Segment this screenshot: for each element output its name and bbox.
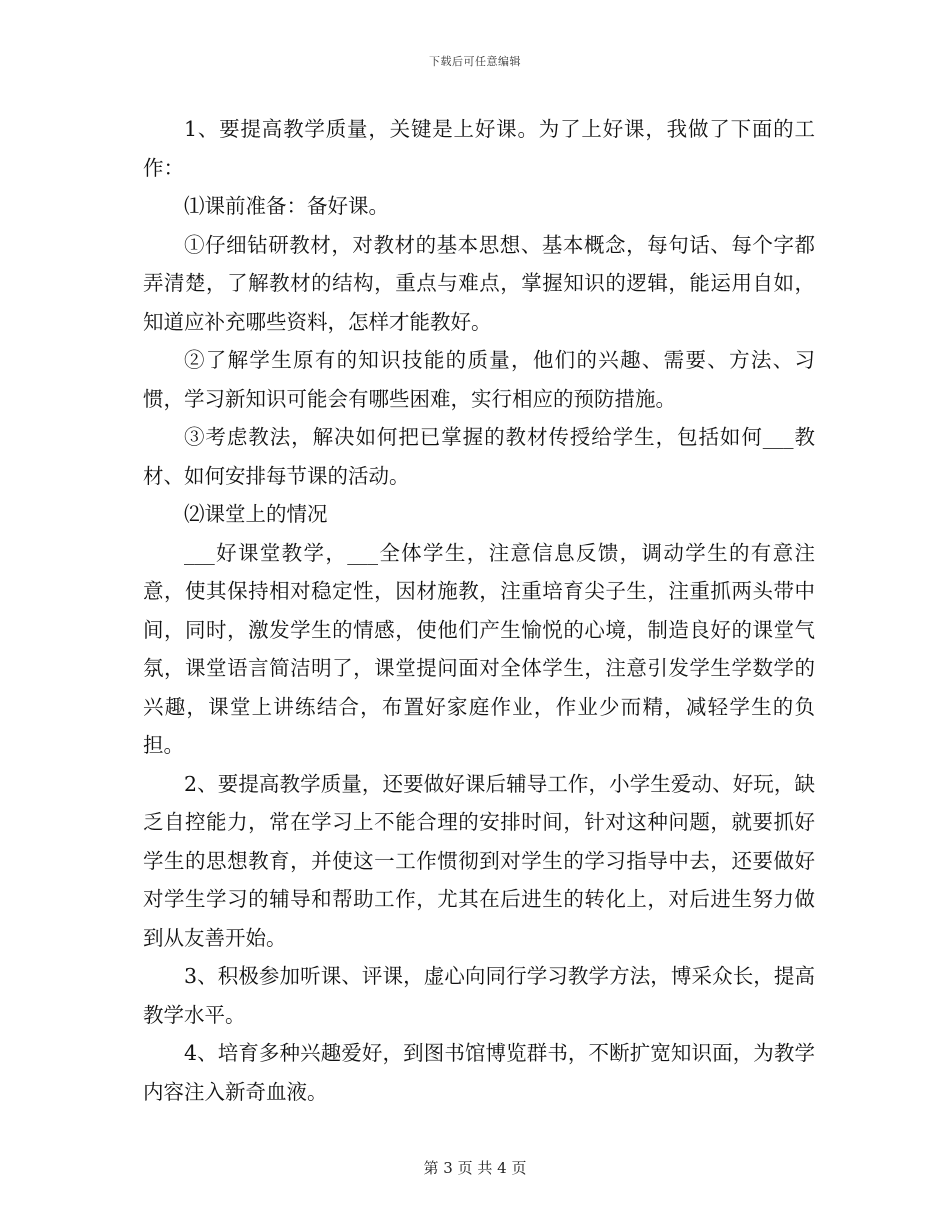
paragraph-4: ②了解学生原有的知识技能的质量，他们的兴趣、需要、方法、习惯，学习新知识可能会有哪些困难，实行相应的预防措施。 xyxy=(143,348,815,411)
paragraph-7: ___好课堂教学，___全体学生，注意信息反馈，调动学生的有意注意，使其保持相对稳定性，因材施教，注重培育尖子生，注重抓两头带中间，同时，激发学生的情感，使他们产生愉悦的心境，制造良好的课堂气氛，课堂语言简洁明了，课堂提问面对全体学生，注意引发学生学数学的兴趣，课堂上讲练结合，布置好家庭作业，作业少而精，减轻学生的负担。 xyxy=(143,540,815,757)
paragraph-6: ⑵课堂上的情况 xyxy=(184,502,328,526)
document-body xyxy=(143,110,815,1111)
paragraph-8: 2、要提高教学质量，还要做好课后辅导工作，小学生爱动、好玩，缺乏自控能力，常在学习上不能合理的安排时间，针对这种问题，就要抓好学生的思想教育，并使这一工作惯彻到对学生的学习指导中去，还要做好对学生学习的辅导和帮助工作，尤其在后进生的转化上，对后进生努力做到从友善开始。 xyxy=(143,771,815,950)
paragraph-10: 4、培育多种兴趣爱好，到图书馆博览群书，不断扩宽知识面，为教学内容注入新奇血液。 xyxy=(143,1041,815,1104)
paragraph-1: 1、要提高教学质量，关键是上好课。为了上好课，我做了下面的工作： xyxy=(143,117,815,180)
paragraph-2: ⑴课前准备：备好课。 xyxy=(184,194,389,218)
paragraph-5: ③考虑教法，解决如何把已掌握的教材传授给学生，包括如何___教材、如何安排每节课的活动。 xyxy=(143,425,815,488)
paragraph-3: ①仔细钻研教材，对教材的基本思想、基本概念，每句话、每个字都弄清楚，了解教材的结构，重点与难点，掌握知识的逻辑，能运用自如，知道应补充哪些资料，怎样才能教好。 xyxy=(143,232,815,334)
page-number: 第 3 页 共 4 页 xyxy=(423,1159,527,1177)
page-header: 下载后可任意编辑 xyxy=(429,55,521,68)
paragraph-9: 3、积极参加听课、评课，虚心向同行学习教学方法，博采众长，提高教学水平。 xyxy=(143,964,815,1027)
